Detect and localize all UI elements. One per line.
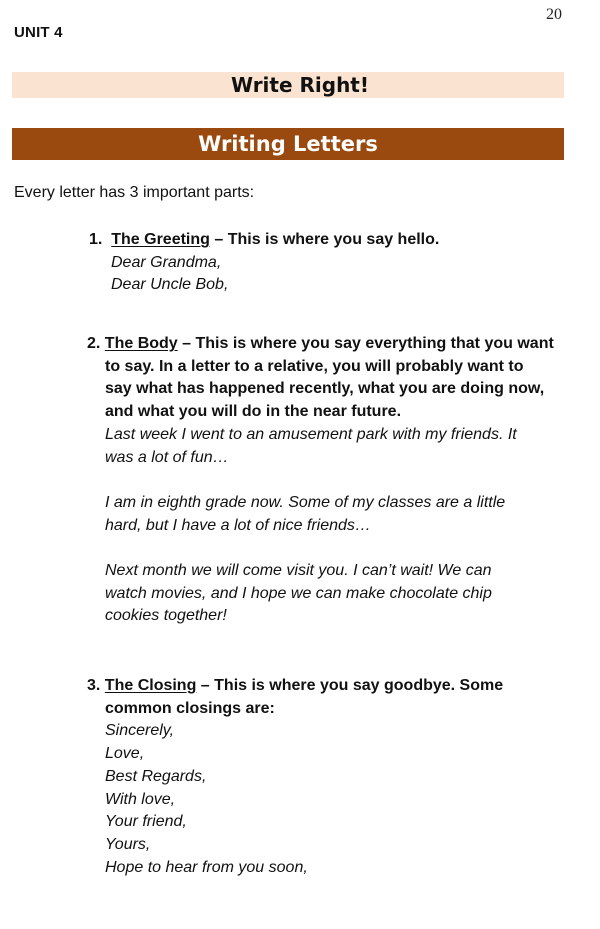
description-line: and what you will do in the near future. bbox=[105, 403, 402, 421]
example-line: watch movies, and I hope we can make chocolate chip bbox=[105, 584, 492, 602]
description-line: common closings are: bbox=[105, 699, 275, 717]
part-name: The Body bbox=[104, 335, 178, 352]
lesson-title-banner bbox=[12, 128, 564, 160]
example-line: hard, but I have a lot of nice friends… bbox=[105, 516, 371, 534]
example-line: Best Regards, bbox=[105, 767, 207, 785]
item-number: 1. bbox=[89, 231, 103, 248]
item-number: 3. bbox=[87, 677, 101, 694]
example-line: Next month we will come visit you. I can’t wait! We can bbox=[105, 562, 492, 579]
closing-heading bbox=[87, 675, 503, 698]
lesson-title: Writing Letters bbox=[198, 132, 378, 156]
example-line: I am in eighth grade now. Some of my classes are a little bbox=[105, 493, 506, 511]
item-number: 2. bbox=[87, 335, 101, 352]
greeting-heading bbox=[89, 229, 439, 252]
example-line: Your friend, bbox=[105, 813, 187, 831]
part-description: – This is where you say hello. bbox=[209, 231, 440, 248]
list-item-body bbox=[87, 333, 554, 628]
example-line: Dear Grandma, bbox=[111, 253, 222, 271]
description-line: say what has happened recently, what you are doing now, bbox=[105, 380, 545, 398]
page-number: 20 bbox=[546, 6, 562, 23]
part-description: – This is where you say everything that you want bbox=[177, 335, 554, 352]
example-line: With love, bbox=[105, 790, 176, 808]
list-item-closing bbox=[87, 675, 503, 879]
part-description: – This is where you say goodbye. Some bbox=[196, 677, 504, 694]
unit-label: UNIT 4 bbox=[14, 24, 63, 41]
example-line: Sincerely, bbox=[105, 722, 175, 740]
example-line: Yours, bbox=[105, 835, 151, 853]
example-line: Hope to hear from you soon, bbox=[105, 858, 308, 876]
section-title: Write Right! bbox=[230, 73, 369, 97]
part-name: The Closing bbox=[104, 677, 197, 694]
list-item-greeting bbox=[89, 229, 439, 297]
example-line: was a lot of fun… bbox=[105, 448, 229, 466]
example-line: cookies together! bbox=[105, 607, 227, 625]
example-line: Love, bbox=[105, 745, 145, 763]
section-title-banner bbox=[12, 72, 564, 98]
description-line: to say. In a letter to a relative, you will probably want to bbox=[105, 357, 524, 375]
part-name: The Greeting bbox=[111, 231, 210, 248]
body-heading bbox=[87, 333, 554, 356]
example-line: Dear Uncle Bob, bbox=[111, 276, 229, 294]
intro-text: Every letter has 3 important parts: bbox=[14, 184, 255, 201]
example-line: Last week I went to an amusement park with my friends. It bbox=[105, 425, 517, 443]
